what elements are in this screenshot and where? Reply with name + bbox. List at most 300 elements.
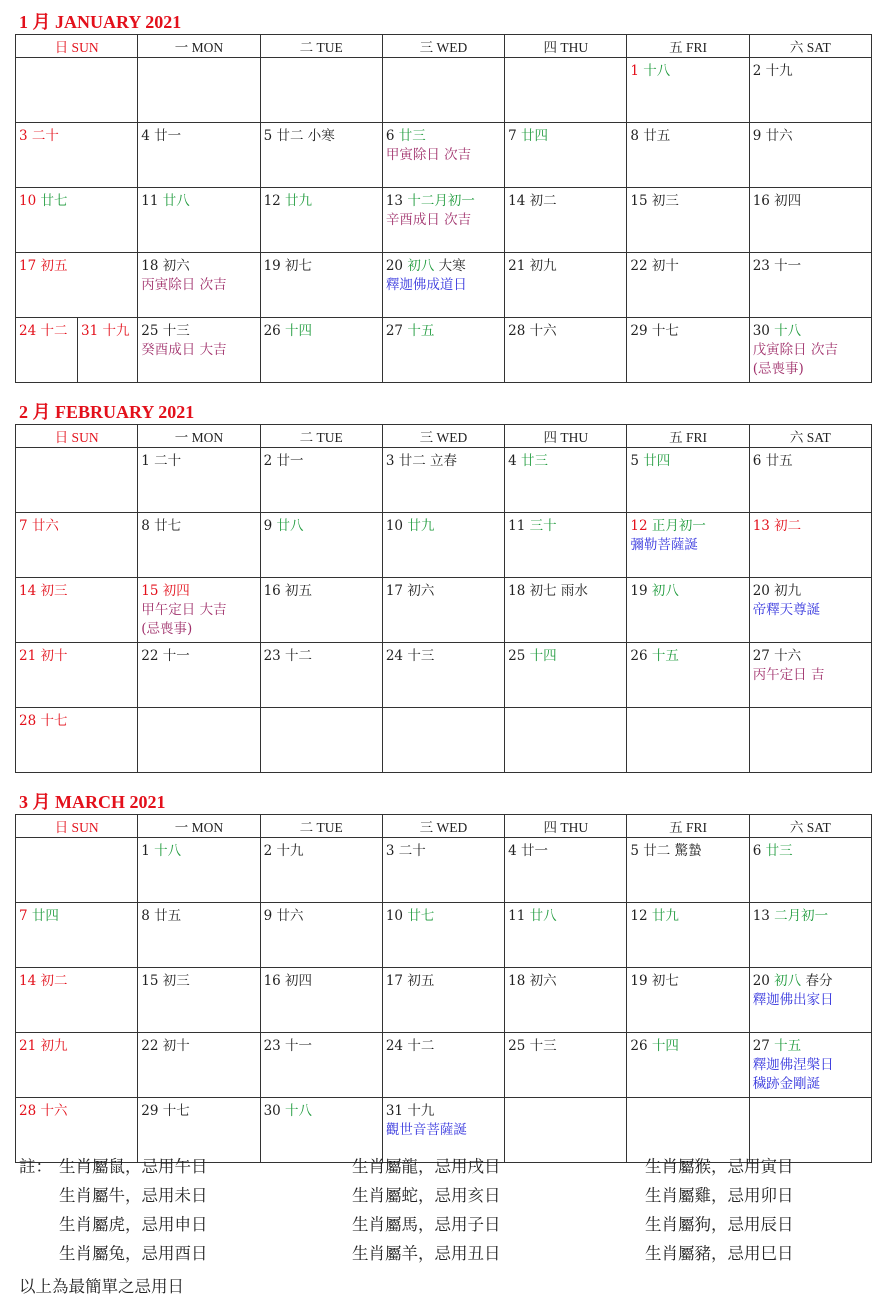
day-line [753, 452, 868, 471]
day-number: 2 [263, 843, 273, 859]
day-cell [382, 903, 504, 968]
day-cell [138, 123, 260, 188]
day-cell [16, 123, 138, 188]
lunar-date: 十七 [651, 323, 679, 339]
day-cell [749, 1033, 871, 1098]
day-number: 11 [508, 908, 526, 924]
weekday-header: 二 TUE [260, 425, 382, 448]
day-line [386, 647, 501, 666]
day-line [630, 192, 745, 211]
day-number: 27 [385, 323, 404, 339]
day-line [141, 582, 256, 601]
day-event: 帝釋天尊誕 [752, 602, 821, 618]
lunar-date: 三十 [529, 518, 557, 534]
weekday-header: 四 THU [505, 35, 627, 58]
lunar-date: 十九 [276, 843, 304, 859]
lunar-date: 初十 [651, 258, 679, 274]
lunar-date: 十八 [285, 1103, 313, 1119]
day-line [386, 127, 501, 146]
lunar-date: 初二 [774, 518, 802, 534]
day-cell [138, 448, 260, 513]
day-number: 12 [263, 193, 281, 209]
day-cell [505, 448, 627, 513]
lunar-date: 十六 [774, 648, 802, 664]
day-line [19, 647, 134, 666]
lunar-date: 初七 雨水 [529, 583, 588, 599]
lunar-date: 十一 [285, 1038, 313, 1054]
day-line [630, 452, 745, 471]
lunar-date: 初二 [40, 973, 68, 989]
day-cell [138, 578, 260, 643]
day-cell [16, 708, 138, 773]
day-cell [16, 448, 138, 513]
day-line [19, 127, 134, 146]
day-number: 13 [752, 518, 770, 534]
lunar-date: 初十 [40, 648, 68, 664]
day-cell [260, 513, 382, 578]
day-cell [382, 188, 504, 253]
day-number: 4 [141, 128, 150, 144]
day-line [753, 647, 868, 666]
day-number: 18 [141, 258, 159, 274]
day-line [264, 842, 379, 861]
lunar-date: 廿四 [31, 908, 59, 924]
day-line [508, 127, 623, 146]
day-line [508, 322, 623, 341]
day-number: 5 [630, 843, 639, 859]
day-event: 釋迦佛涅槃日 [752, 1057, 834, 1073]
day-cell [16, 58, 138, 123]
week-row [16, 708, 872, 773]
day-number: 10 [385, 908, 404, 924]
day-line [508, 257, 623, 276]
day-line [753, 322, 868, 341]
day-number: 26 [630, 648, 648, 664]
day-number: 11 [508, 518, 526, 534]
day-line [264, 517, 379, 536]
weekday-header: 三 WED [382, 35, 504, 58]
day-cell [627, 838, 749, 903]
zodiac-note: 生肖屬馬，忌用子日 [352, 1215, 501, 1234]
day-cell [505, 58, 627, 123]
day-number: 15 [141, 973, 159, 989]
day-cell [16, 253, 138, 318]
lunar-date: 十二月初一 [407, 193, 475, 209]
day-number: 19 [263, 258, 281, 274]
lunar-date: 十九 [765, 63, 793, 79]
day-number: 30 [263, 1103, 281, 1119]
weekday-header-row [16, 815, 872, 838]
day-cell [382, 643, 504, 708]
lunar-date: 廿一 [154, 128, 182, 144]
lunar-date: 十五 [774, 1038, 802, 1054]
day-number: 30 [752, 323, 770, 339]
week-row [16, 838, 872, 903]
weekday-header: 日 SUN [16, 35, 138, 58]
day-number: 19 [630, 973, 648, 989]
day-line [630, 842, 745, 861]
day-cell [260, 188, 382, 253]
lunar-date: 廿三 [521, 453, 549, 469]
day-cell [627, 253, 749, 318]
day-number: 11 [141, 193, 159, 209]
lunar-date: 初八 [651, 583, 679, 599]
weekday-header: 一 MON [138, 815, 260, 838]
zodiac-note: 生肖屬鼠，忌用午日 [59, 1157, 208, 1176]
day-cell [505, 513, 627, 578]
lunar-date: 廿九 [651, 908, 679, 924]
day-number: 9 [263, 908, 273, 924]
weekday-header: 三 WED [382, 815, 504, 838]
day-number: 1 [141, 453, 150, 469]
day-number: 14 [19, 583, 37, 599]
day-cell [627, 513, 749, 578]
day-cell [505, 578, 627, 643]
day-number: 5 [630, 453, 639, 469]
split-day [19, 322, 67, 341]
day-line [264, 972, 379, 991]
day-event: 甲午定日 大吉 [141, 602, 227, 618]
lunar-date: 廿一 [276, 453, 304, 469]
day-number: 31 [385, 1103, 404, 1119]
day-cell [505, 253, 627, 318]
day-line [386, 192, 501, 211]
day-line [141, 972, 256, 991]
day-cell [505, 1033, 627, 1098]
lunar-date: 廿八 [529, 908, 557, 924]
day-line [508, 517, 623, 536]
day-number: 31 [81, 323, 99, 339]
day-number: 3 [385, 453, 395, 469]
weekday-header: 日 SUN [16, 815, 138, 838]
day-number: 8 [630, 128, 639, 144]
day-number: 4 [508, 453, 517, 469]
day-cell [749, 708, 871, 773]
day-cell [260, 708, 382, 773]
day-event: 丙午定日 吉 [752, 667, 825, 683]
day-line [753, 582, 868, 601]
day-line [630, 322, 745, 341]
day-cell [382, 578, 504, 643]
day-number: 26 [263, 323, 281, 339]
day-number: 16 [263, 583, 281, 599]
day-number: 18 [508, 583, 526, 599]
day-line [264, 192, 379, 211]
day-line [19, 712, 134, 731]
day-number: 27 [752, 648, 770, 664]
day-cell [138, 708, 260, 773]
lunar-date: 十八 [774, 323, 802, 339]
day-line [19, 582, 134, 601]
lunar-date: 廿三 [398, 128, 426, 144]
week-row [16, 123, 872, 188]
day-line [141, 842, 256, 861]
day-line [386, 452, 501, 471]
day-number: 23 [263, 1038, 281, 1054]
day-event: 辛酉成日 次吉 [385, 212, 472, 228]
day-cell [505, 643, 627, 708]
day-line [264, 1102, 379, 1121]
day-number: 2 [263, 453, 273, 469]
week-row [16, 58, 872, 123]
day-number: 21 [19, 1038, 37, 1054]
week-row [16, 448, 872, 513]
day-line [508, 647, 623, 666]
month-title: 2 月 FEBRUARY 2021 [19, 402, 195, 422]
day-line [264, 127, 379, 146]
zodiac-note: 生肖屬猴，忌用寅日 [645, 1157, 794, 1176]
month-title: 1 月 JANUARY 2021 [19, 12, 182, 32]
weekday-header: 一 MON [138, 35, 260, 58]
day-number: 7 [508, 128, 517, 144]
lunar-date: 十五 [407, 323, 435, 339]
day-line [386, 322, 501, 341]
day-line [19, 1102, 134, 1121]
lunar-date: 初七 [285, 258, 313, 274]
day-number: 23 [263, 648, 281, 664]
day-cell [627, 643, 749, 708]
lunar-date: 十五 [651, 648, 679, 664]
lunar-date: 二十 [154, 453, 182, 469]
day-line [508, 582, 623, 601]
day-number: 13 [385, 193, 404, 209]
day-cell [505, 838, 627, 903]
day-line [19, 972, 134, 991]
day-number: 20 [752, 973, 770, 989]
day-line [141, 192, 256, 211]
day-number: 4 [508, 843, 517, 859]
day-number: 8 [141, 518, 150, 534]
lunar-date: 十三 [529, 1038, 557, 1054]
day-cell [382, 58, 504, 123]
day-number: 24 [385, 1038, 404, 1054]
day-number: 20 [385, 258, 404, 274]
day-number: 17 [19, 258, 37, 274]
day-line [753, 257, 868, 276]
day-cell [382, 1033, 504, 1098]
lunar-date: 廿八 [162, 193, 190, 209]
weekday-header: 六 SAT [749, 425, 871, 448]
day-number: 21 [19, 648, 37, 664]
lunar-date: 廿二 小寒 [276, 128, 335, 144]
day-line [753, 127, 868, 146]
day-cell [138, 318, 260, 383]
day-cell [138, 253, 260, 318]
day-cell [138, 838, 260, 903]
day-number: 26 [630, 1038, 648, 1054]
weekday-header: 三 WED [382, 425, 504, 448]
day-cell [749, 513, 871, 578]
day-line [753, 972, 868, 991]
day-cell [749, 253, 871, 318]
day-cell [260, 448, 382, 513]
lunar-date: 廿四 [521, 128, 549, 144]
day-number: 10 [385, 518, 404, 534]
day-line [264, 1037, 379, 1056]
lunar-date: 廿七 [407, 908, 435, 924]
week-row [16, 968, 872, 1033]
day-cell [749, 188, 871, 253]
weekday-header: 六 SAT [749, 815, 871, 838]
weekday-header: 五 FRI [627, 425, 749, 448]
day-number: 29 [141, 1103, 159, 1119]
zodiac-note: 生肖屬虎，忌用申日 [59, 1215, 208, 1234]
weekday-header: 五 FRI [627, 35, 749, 58]
lunar-date: 十三 [407, 648, 435, 664]
day-line [508, 452, 623, 471]
day-cell [138, 58, 260, 123]
day-line [508, 1037, 623, 1056]
day-cell [16, 838, 138, 903]
lunar-date: 初四 [285, 973, 313, 989]
day-event: 甲寅除日 次吉 [385, 147, 472, 163]
day-number: 12 [630, 518, 648, 534]
lunar-date: 十六 [529, 323, 557, 339]
day-line [630, 1037, 745, 1056]
lunar-date: 初八 [407, 258, 435, 274]
lunar-date: 初三 [162, 973, 190, 989]
day-cell [260, 838, 382, 903]
lunar-date: 廿六 [31, 518, 59, 534]
split-day [81, 322, 129, 341]
lunar-date: 十九 [407, 1103, 435, 1119]
day-number: 25 [508, 1038, 526, 1054]
day-line [630, 62, 745, 81]
day-cell [749, 968, 871, 1033]
day-line [386, 972, 501, 991]
lunar-date: 初九 [40, 1038, 68, 1054]
day-number: 7 [19, 908, 28, 924]
zodiac-note: 生肖屬蛇，忌用亥日 [352, 1186, 501, 1205]
day-number: 2 [752, 63, 762, 79]
cell-divider [77, 318, 78, 382]
day-number: 7 [19, 518, 28, 534]
lunar-date: 廿六 [765, 128, 793, 144]
day-cell [382, 123, 504, 188]
day-number: 9 [263, 518, 273, 534]
lunar-date: 十一 [162, 648, 190, 664]
day-number: 16 [263, 973, 281, 989]
lunar-date: 十七 [162, 1103, 190, 1119]
lunar-date: 廿四 [643, 453, 671, 469]
day-line [630, 582, 745, 601]
day-line [264, 452, 379, 471]
day-cell [749, 448, 871, 513]
day-number: 5 [263, 128, 273, 144]
day-number: 21 [508, 258, 526, 274]
lunar-date: 初八 [774, 973, 802, 989]
day-cell [138, 903, 260, 968]
day-number: 24 [385, 648, 404, 664]
day-number: 28 [19, 713, 37, 729]
day-line [264, 322, 379, 341]
day-cell [749, 838, 871, 903]
lunar-date: 廿一 [521, 843, 549, 859]
day-number: 19 [630, 583, 648, 599]
day-cell [16, 318, 138, 383]
day-event: 癸酉成日 大吉 [141, 342, 227, 358]
day-cell [260, 968, 382, 1033]
day-cell [16, 643, 138, 708]
day-cell [627, 188, 749, 253]
day-line [386, 842, 501, 861]
day-number: 28 [508, 323, 526, 339]
lunar-date: 二十 [31, 128, 59, 144]
lunar-date: 廿五 [765, 453, 793, 469]
zodiac-note: 生肖屬龍，忌用戌日 [352, 1157, 501, 1176]
day-line [264, 647, 379, 666]
lunar-date: 初三 [651, 193, 679, 209]
day-number: 22 [630, 258, 648, 274]
solar-term: 大寒 [438, 258, 466, 274]
day-number: 14 [508, 193, 526, 209]
day-line [630, 257, 745, 276]
lunar-date: 初六 [407, 583, 435, 599]
day-cell [138, 513, 260, 578]
week-row [16, 903, 872, 968]
lunar-date: 十二 [407, 1038, 435, 1054]
day-number: 3 [385, 843, 395, 859]
day-number: 23 [752, 258, 770, 274]
day-number: 20 [752, 583, 770, 599]
day-cell [505, 318, 627, 383]
day-cell [505, 1098, 627, 1163]
day-number: 17 [385, 973, 404, 989]
day-cell [138, 968, 260, 1033]
lunar-date: 初九 [774, 583, 802, 599]
day-cell [16, 188, 138, 253]
day-number: 22 [141, 1038, 159, 1054]
zodiac-note: 生肖屬牛，忌用未日 [59, 1186, 208, 1205]
month-calendar-table [15, 814, 872, 1163]
lunar-date: 廿九 [285, 193, 313, 209]
day-number: 27 [752, 1038, 770, 1054]
day-line [386, 582, 501, 601]
day-number: 15 [141, 583, 159, 599]
day-line [19, 1037, 134, 1056]
zodiac-note: 生肖屬兔，忌用酉日 [59, 1244, 208, 1263]
day-cell [505, 188, 627, 253]
lunar-date: 十七 [40, 713, 68, 729]
weekday-header: 四 THU [505, 815, 627, 838]
day-cell [16, 903, 138, 968]
day-line [141, 127, 256, 146]
lunar-date: 十一 [774, 258, 802, 274]
day-line [386, 1102, 501, 1121]
day-cell [627, 578, 749, 643]
day-line [753, 62, 868, 81]
day-number: 6 [752, 453, 762, 469]
lunar-date: 十三 [162, 323, 190, 339]
weekday-header: 二 TUE [260, 35, 382, 58]
day-number: 6 [752, 843, 762, 859]
day-line [630, 907, 745, 926]
day-number: 24 [19, 323, 37, 339]
day-cell [260, 1033, 382, 1098]
day-line [630, 647, 745, 666]
month-title: 3 月 MARCH 2021 [19, 792, 166, 812]
day-line [264, 907, 379, 926]
day-line [386, 517, 501, 536]
day-line [753, 907, 868, 926]
day-cell [260, 903, 382, 968]
day-number: 17 [385, 583, 404, 599]
lunar-date: 十九 [102, 323, 130, 339]
lunar-date: 廿八 [276, 518, 304, 534]
day-number: 12 [630, 908, 648, 924]
day-cell [138, 188, 260, 253]
day-line [753, 192, 868, 211]
